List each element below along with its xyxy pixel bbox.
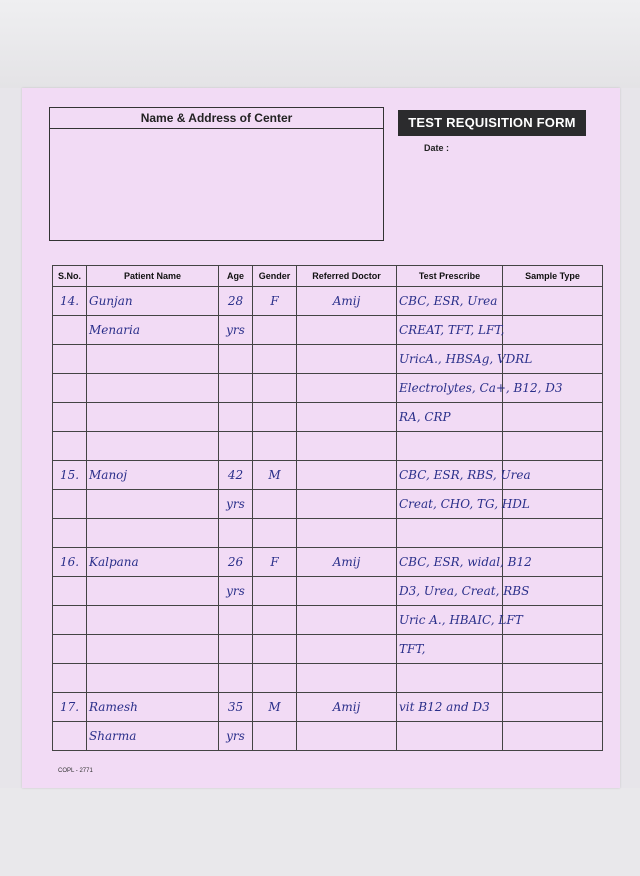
- cell-patient-name: [87, 345, 219, 374]
- cell-age: [219, 374, 253, 403]
- cell-age: yrs: [219, 490, 253, 519]
- col-sample-type: Sample Type: [503, 266, 603, 287]
- cell-referred-doctor: [297, 722, 397, 751]
- table-row: [53, 432, 603, 461]
- cell-age: [219, 664, 253, 693]
- cell-gender: [253, 722, 297, 751]
- cell-sno: 16.: [53, 548, 87, 577]
- col-test-prescribe: Test Prescribe: [397, 266, 503, 287]
- cell-test-prescribe: [397, 664, 503, 693]
- cell-patient-name: [87, 635, 219, 664]
- cell-test-prescribe: [397, 432, 503, 461]
- cell-referred-doctor: [297, 432, 397, 461]
- cell-referred-doctor: Amij: [297, 548, 397, 577]
- cell-patient-name: Manoj: [87, 461, 219, 490]
- requisition-table: [52, 265, 603, 751]
- background-top: [0, 0, 640, 88]
- cell-sno: [53, 606, 87, 635]
- cell-referred-doctor: [297, 577, 397, 606]
- cell-referred-doctor: [297, 606, 397, 635]
- cell-sno: [53, 577, 87, 606]
- table-row: [53, 635, 603, 664]
- cell-age: 26: [219, 548, 253, 577]
- cell-age: [219, 606, 253, 635]
- cell-age: yrs: [219, 316, 253, 345]
- cell-test-prescribe: D3, Urea, Creat, RBS: [397, 577, 503, 606]
- cell-age: 42: [219, 461, 253, 490]
- cell-age: 28: [219, 287, 253, 316]
- cell-test-prescribe: Uric A., HBAIC, LFT: [397, 606, 503, 635]
- cell-test-prescribe: CREAT, TFT, LFT,: [397, 316, 503, 345]
- cell-test-prescribe: [397, 519, 503, 548]
- cell-referred-doctor: Amij: [297, 693, 397, 722]
- table-row: [53, 461, 603, 490]
- background-bottom: [0, 788, 640, 876]
- table-row: [53, 287, 603, 316]
- center-title: Name & Address of Center: [50, 108, 383, 129]
- cell-patient-name: [87, 577, 219, 606]
- cell-test-prescribe: Creat, CHO, TG, HDL: [397, 490, 503, 519]
- cell-sample-type: [503, 287, 603, 316]
- cell-gender: [253, 664, 297, 693]
- form-title: TEST REQUISITION FORM: [398, 110, 586, 136]
- cell-gender: [253, 403, 297, 432]
- cell-age: [219, 635, 253, 664]
- cell-patient-name: Ramesh: [87, 693, 219, 722]
- cell-sample-type: [503, 316, 603, 345]
- cell-gender: [253, 519, 297, 548]
- cell-sample-type: [503, 635, 603, 664]
- cell-gender: [253, 345, 297, 374]
- cell-age: [219, 403, 253, 432]
- cell-test-prescribe: [397, 722, 503, 751]
- table-row: [53, 403, 603, 432]
- table-row: [53, 316, 603, 345]
- cell-referred-doctor: Amij: [297, 287, 397, 316]
- cell-gender: [253, 606, 297, 635]
- cell-test-prescribe: TFT,: [397, 635, 503, 664]
- cell-age: 35: [219, 693, 253, 722]
- cell-referred-doctor: [297, 403, 397, 432]
- table-row: [53, 693, 603, 722]
- date-label: Date :: [424, 143, 450, 153]
- col-sno: S.No.: [53, 266, 87, 287]
- cell-sample-type: [503, 519, 603, 548]
- table-row: [53, 722, 603, 751]
- col-age: Age: [219, 266, 253, 287]
- cell-patient-name: Gunjan: [87, 287, 219, 316]
- cell-gender: [253, 432, 297, 461]
- table-row: [53, 577, 603, 606]
- form-code: COPL - 2771: [58, 768, 93, 774]
- cell-sno: [53, 316, 87, 345]
- cell-gender: [253, 577, 297, 606]
- table-row: [53, 664, 603, 693]
- cell-referred-doctor: [297, 490, 397, 519]
- cell-referred-doctor: [297, 461, 397, 490]
- table-row: [53, 519, 603, 548]
- table-row: [53, 548, 603, 577]
- center-address-box: [49, 107, 384, 241]
- cell-patient-name: Sharma: [87, 722, 219, 751]
- cell-patient-name: [87, 432, 219, 461]
- cell-sno: [53, 664, 87, 693]
- cell-gender: F: [253, 287, 297, 316]
- cell-test-prescribe: CBC, ESR, Urea: [397, 287, 503, 316]
- cell-referred-doctor: [297, 635, 397, 664]
- cell-sno: [53, 345, 87, 374]
- cell-gender: M: [253, 693, 297, 722]
- cell-patient-name: Kalpana: [87, 548, 219, 577]
- cell-age: [219, 345, 253, 374]
- cell-referred-doctor: [297, 374, 397, 403]
- cell-patient-name: [87, 403, 219, 432]
- cell-sample-type: [503, 693, 603, 722]
- cell-age: [219, 519, 253, 548]
- cell-test-prescribe: RA, CRP: [397, 403, 503, 432]
- cell-gender: M: [253, 461, 297, 490]
- cell-sno: 15.: [53, 461, 87, 490]
- table-row: [53, 374, 603, 403]
- cell-gender: F: [253, 548, 297, 577]
- cell-test-prescribe: vit B12 and D3: [397, 693, 503, 722]
- cell-test-prescribe: UricA., HBSAg, VDRL: [397, 345, 503, 374]
- col-patient-name: Patient Name: [87, 266, 219, 287]
- cell-gender: [253, 374, 297, 403]
- cell-sno: [53, 432, 87, 461]
- cell-sample-type: [503, 722, 603, 751]
- cell-sample-type: [503, 432, 603, 461]
- cell-sample-type: [503, 403, 603, 432]
- cell-referred-doctor: [297, 664, 397, 693]
- cell-patient-name: [87, 606, 219, 635]
- cell-patient-name: [87, 490, 219, 519]
- cell-age: [219, 432, 253, 461]
- cell-test-prescribe: Electrolytes, Ca+, B12, D3: [397, 374, 503, 403]
- cell-sno: [53, 490, 87, 519]
- cell-sample-type: [503, 664, 603, 693]
- cell-patient-name: [87, 664, 219, 693]
- cell-patient-name: Menaria: [87, 316, 219, 345]
- cell-sno: [53, 635, 87, 664]
- cell-referred-doctor: [297, 519, 397, 548]
- cell-sno: [53, 722, 87, 751]
- cell-gender: [253, 635, 297, 664]
- cell-sno: [53, 403, 87, 432]
- col-referred-doctor: Referred Doctor: [297, 266, 397, 287]
- cell-test-prescribe: CBC, ESR, RBS, Urea: [397, 461, 503, 490]
- cell-patient-name: [87, 519, 219, 548]
- col-gender: Gender: [253, 266, 297, 287]
- table-row: [53, 345, 603, 374]
- table-row: [53, 606, 603, 635]
- cell-sno: [53, 519, 87, 548]
- cell-gender: [253, 316, 297, 345]
- cell-age: yrs: [219, 722, 253, 751]
- cell-test-prescribe: CBC, ESR, widal, B12: [397, 548, 503, 577]
- cell-sno: 17.: [53, 693, 87, 722]
- cell-sno: 14.: [53, 287, 87, 316]
- cell-age: yrs: [219, 577, 253, 606]
- cell-referred-doctor: [297, 316, 397, 345]
- cell-sno: [53, 374, 87, 403]
- table-header-row: [53, 266, 603, 287]
- table-row: [53, 490, 603, 519]
- cell-patient-name: [87, 374, 219, 403]
- cell-referred-doctor: [297, 345, 397, 374]
- cell-gender: [253, 490, 297, 519]
